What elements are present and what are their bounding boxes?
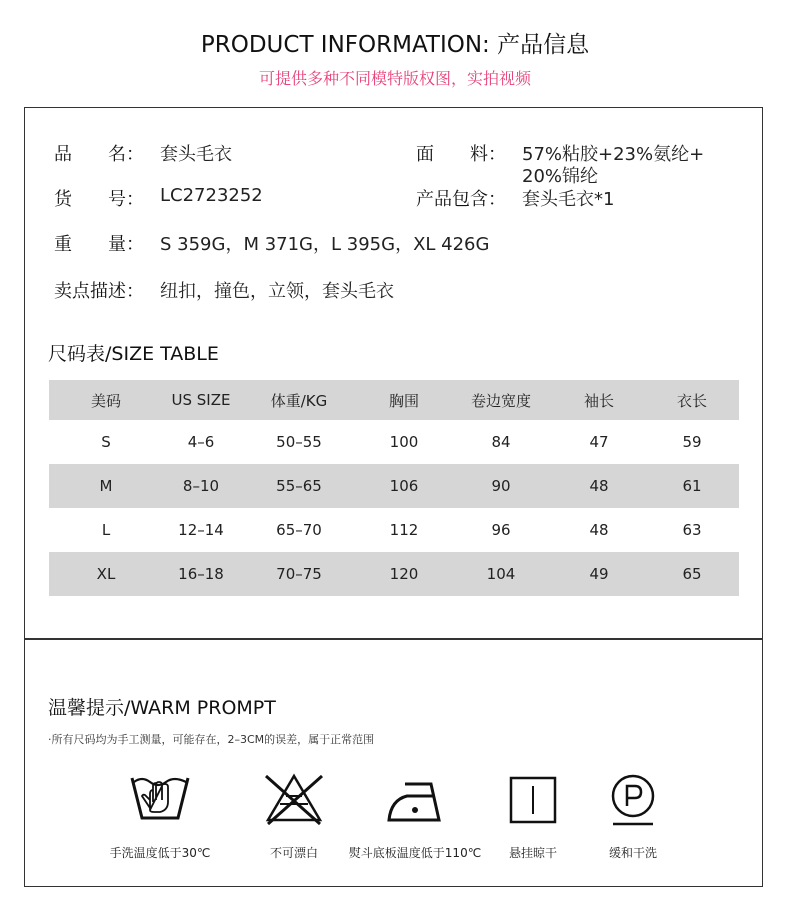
fabric-label: 面 料： <box>416 144 506 165</box>
table-cell: 70–75 <box>276 565 322 583</box>
care-item-no-bleach <box>224 770 364 861</box>
header-cell: 美码 <box>90 391 121 410</box>
table-cell: 55–65 <box>276 477 322 495</box>
care-label: 熨斗底板温度低于110℃ <box>348 846 482 860</box>
header-cell: 体重/KG <box>270 391 328 410</box>
care-label: 悬挂晾干 <box>508 846 557 860</box>
table-cell: 120 <box>389 565 419 583</box>
name-value: 套头毛衣 <box>160 144 232 165</box>
care-label: 不可漂白 <box>269 846 318 860</box>
table-cell: 112 <box>389 521 419 539</box>
header-cell: 袖长 <box>583 391 614 410</box>
table-cell: 50–55 <box>276 433 322 451</box>
page-title: PRODUCT INFORMATION: 产品信息 <box>200 32 590 58</box>
table-cell: 48 <box>589 477 609 495</box>
size-table-header-row <box>49 380 739 420</box>
table-row <box>49 464 739 508</box>
selling-label: 卖点描述： <box>54 281 144 302</box>
selling-value: 纽扣，撞色，立领，套头毛衣 <box>160 281 394 302</box>
fabric-value-line2: 20%锦纶 <box>522 166 599 187</box>
measurement-note: ·所有尺码均为手工测量，可能存在，2–3CM的误差，属于正常范围 <box>48 733 375 746</box>
line-dry-icon <box>501 770 565 830</box>
table-cell: 63 <box>682 521 702 539</box>
table-cell: 106 <box>389 477 419 495</box>
table-cell: 8–10 <box>182 477 220 495</box>
table-cell: 4–6 <box>187 433 215 451</box>
header-cell: 胸围 <box>388 391 419 410</box>
table-cell: 61 <box>682 477 702 495</box>
weight-value: S 359G，M 371G，L 395G，XL 426G <box>160 234 490 255</box>
package-value: 套头毛衣*1 <box>522 189 615 210</box>
name-label: 品 名： <box>54 144 144 165</box>
package-label: 产品包含： <box>416 189 506 210</box>
table-cell: 59 <box>682 433 702 451</box>
table-cell: 48 <box>589 521 609 539</box>
table-cell: 49 <box>589 565 609 583</box>
header-cell: 衣长 <box>676 391 707 410</box>
table-cell: 104 <box>486 565 516 583</box>
table-row <box>49 420 739 464</box>
table-cell: M <box>99 477 113 495</box>
table-cell: L <box>101 521 111 539</box>
care-label: 手洗温度低于30℃ <box>109 846 211 860</box>
table-cell: XL <box>96 565 116 583</box>
dry-clean-p-icon <box>601 770 665 830</box>
no-bleach-icon <box>262 770 326 830</box>
table-cell: 96 <box>491 521 511 539</box>
sku-value: LC2723252 <box>160 185 263 206</box>
care-item-hand-wash <box>90 770 230 861</box>
section-divider <box>24 638 763 640</box>
table-cell: 47 <box>589 433 609 451</box>
size-table <box>49 380 739 596</box>
header-cell: 卷边宽度 <box>470 391 531 410</box>
weight-label: 重 量： <box>54 234 144 255</box>
table-cell: 90 <box>491 477 511 495</box>
warm-prompt-title: 温馨提示/WARM PROMPT <box>48 697 276 719</box>
table-cell: 84 <box>491 433 511 451</box>
table-row <box>49 552 739 596</box>
hand-wash-icon <box>128 770 192 830</box>
header-cell: US SIZE <box>171 391 231 409</box>
iron-icon <box>383 770 447 830</box>
size-table-title: 尺码表/SIZE TABLE <box>48 343 219 365</box>
sku-label: 货 号： <box>54 189 144 210</box>
table-row <box>49 508 739 552</box>
table-cell: 12–14 <box>178 521 224 539</box>
table-cell: 65 <box>682 565 702 583</box>
care-label: 缓和干洗 <box>608 846 657 860</box>
fabric-value-line1: 57%粘胶+23%氨纶+ <box>522 144 705 165</box>
care-item-dry-clean <box>563 770 703 861</box>
table-cell: 100 <box>389 433 419 451</box>
table-cell: S <box>101 433 111 451</box>
page-subtitle: 可提供多种不同模特版权图，实拍视频 <box>258 69 531 88</box>
table-cell: 16–18 <box>178 565 224 583</box>
table-cell: 65–70 <box>276 521 322 539</box>
